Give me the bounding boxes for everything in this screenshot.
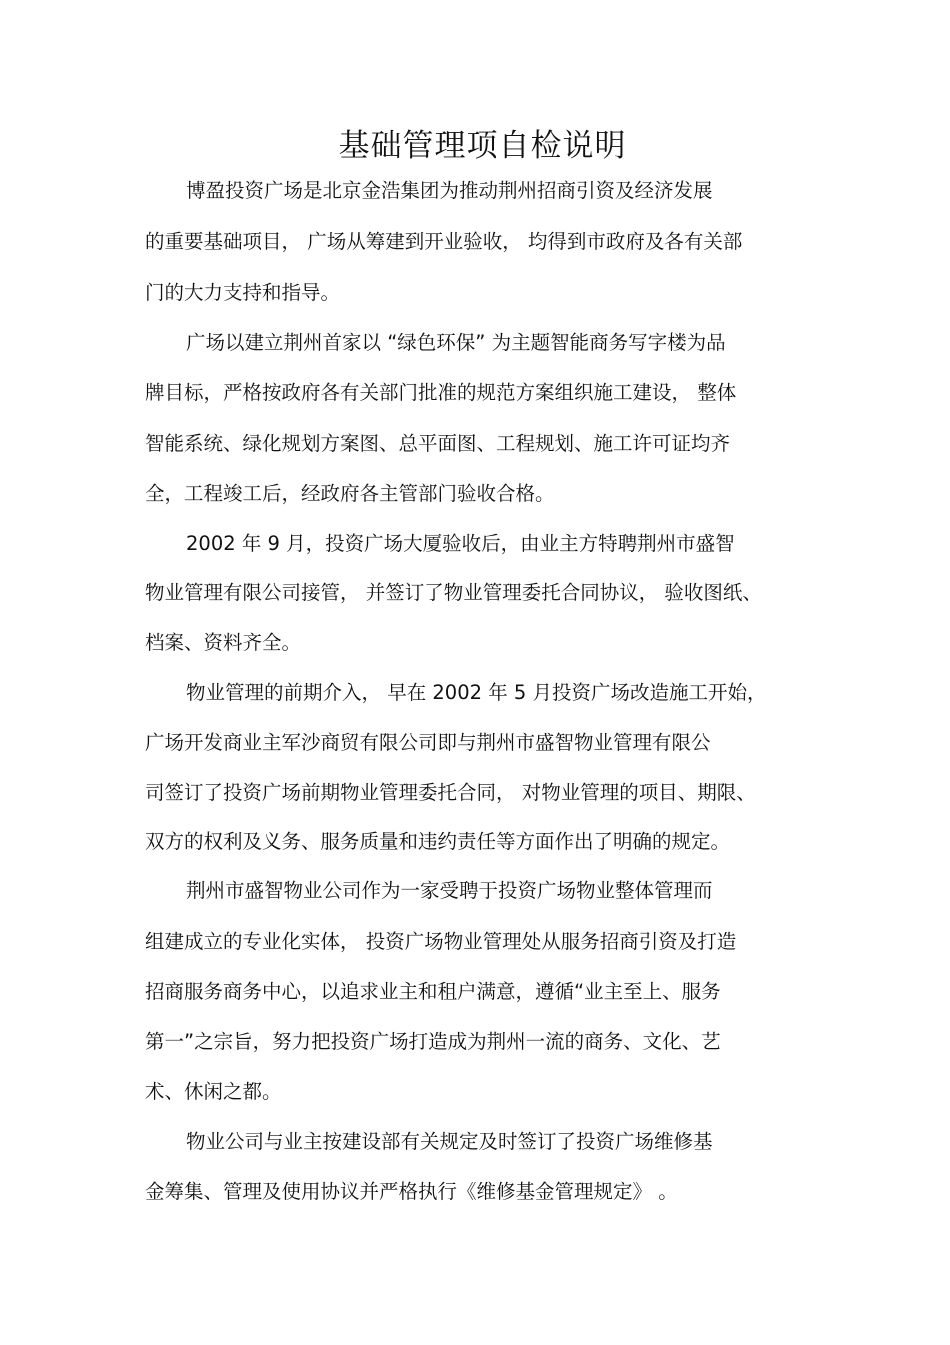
paragraph-3-line-3: 档案、资料齐全。 bbox=[145, 631, 302, 654]
paragraph-4-line-1: 物业管理的前期介入， 早在 2002 年 5 月投资广场改造施工开始， bbox=[186, 681, 767, 704]
paragraph-1-line-3: 门的大力支持和指导。 bbox=[145, 281, 341, 304]
paragraph-5-line-2: 组建成立的专业化实体， 投资广场物业管理处从服务招商引资及打造 bbox=[145, 930, 737, 953]
paragraph-3-line-2: 物业管理有限公司接管， 并签订了物业管理委托合同协议， 验收图纸、 bbox=[145, 581, 762, 604]
paragraph-4-line-2: 广场开发商业主军沙商贸有限公司即与荆州市盛智物业管理有限公 bbox=[145, 731, 711, 754]
paragraph-3-line-1: 2002 年 9 月，投资广场大厦验收后，由业主方特聘荆州市盛智 bbox=[186, 532, 735, 555]
paragraph-6-line-2: 金筹集、管理及使用协议并严格执行《维修基金管理规定》 。 bbox=[145, 1180, 678, 1203]
paragraph-2-line-1: 广场以建立荆州首家以 “绿色环保” 为主题智能商务写字楼为品 bbox=[186, 331, 726, 354]
paragraph-5-line-1: 荆州市盛智物业公司作为一家受聘于投资广场物业整体管理而 bbox=[186, 879, 713, 902]
paragraph-4-line-4: 双方的权利及义务、服务质量和违约责任等方面作出了明确的规定。 bbox=[145, 830, 731, 853]
paragraph-4-line-3: 司签订了投资广场前期物业管理委托合同， 对物业管理的项目、期限、 bbox=[145, 781, 756, 804]
paragraph-1-line-1: 博盈投资广场是北京金浩集团为推动荆州招商引资及经济发展 bbox=[186, 179, 713, 202]
paragraph-2-line-2: 牌目标，严格按政府各有关部门批准的规范方案组织施工建设， 整体 bbox=[145, 381, 737, 404]
paragraph-5-line-5: 术、休闲之都。 bbox=[145, 1080, 282, 1103]
paragraph-1-line-2: 的重要基础项目， 广场从筹建到开业验收， 均得到市政府及各有关部 bbox=[145, 230, 743, 253]
paragraph-6-line-1: 物业公司与业主按建设部有关规定及时签订了投资广场维修基 bbox=[186, 1130, 713, 1153]
paragraph-2-line-4: 全，工程竣工后，经政府各主管部门验收合格。 bbox=[145, 482, 555, 505]
paragraph-2-line-3: 智能系统、绿化规划方案图、总平面图、工程规划、施工许可证均齐 bbox=[145, 432, 731, 455]
paragraph-5-line-3: 招商服务商务中心，以追求业主和租户满意，遵循“业主至上、服务 bbox=[145, 980, 721, 1003]
page-title: 基础管理项自检说明 bbox=[338, 128, 627, 164]
paragraph-5-line-4: 第一”之宗旨，努力把投资广场打造成为荆州一流的商务、文化、艺 bbox=[145, 1030, 721, 1053]
